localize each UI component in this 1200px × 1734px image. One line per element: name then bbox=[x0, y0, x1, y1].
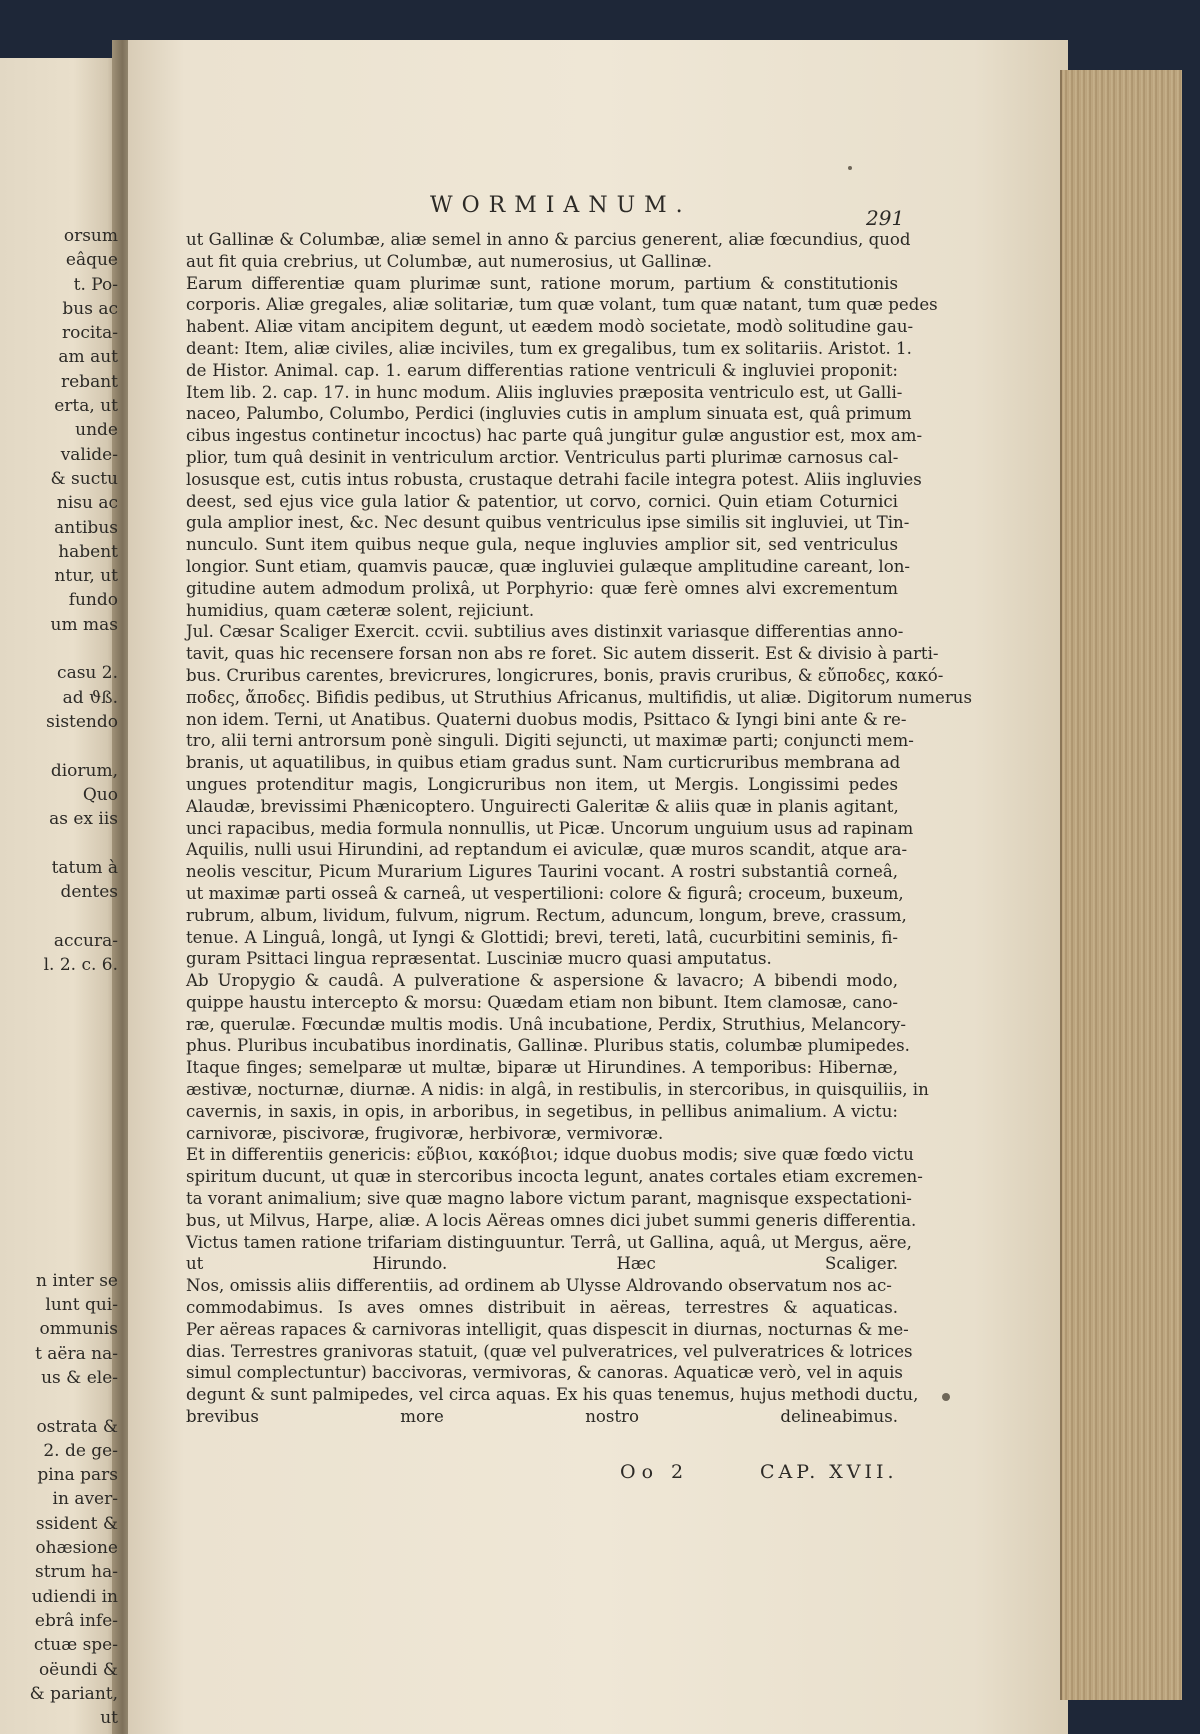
text-line: corporis. Aliæ gregales, aliæ solitariæ, tum quæ volant, tum quæ natant, tum quæ pedes bbox=[186, 295, 938, 315]
left-fragment bbox=[0, 1074, 118, 1098]
text-line: tavit, quas hic recensere forsan non abs re foret. Sic autem disserit. Est & divisio à parti- bbox=[186, 644, 939, 664]
text-line: Itaque finges; semelparæ ut multæ, biparæ ut Hirundines. A temporibus: Hibernæ, bbox=[186, 1058, 898, 1078]
left-fragment: am aut bbox=[58, 347, 118, 368]
left-fragment: valide- bbox=[60, 444, 118, 465]
left-fragment: pina pars bbox=[37, 1465, 118, 1486]
text-line: Earum differentiæ quam plurimæ sunt, ratione morum, partium & constitutionis bbox=[186, 273, 898, 293]
text-line: ut Gallinæ & Columbæ, aliæ semel in anno & parcius generent, aliæ fœcundius, quod bbox=[186, 230, 911, 249]
text-line: ποδες, ἄποδες. Bifidis pedibus, ut Struthius Africanus, multifidis, ut aliæ. Digitorum numerus bbox=[186, 687, 972, 707]
left-fragment: ntur, ut bbox=[54, 566, 118, 587]
text-line: cibus ingestus continetur incoctus) hac parte quâ jungitur gulæ angustior est, mox am- bbox=[186, 426, 923, 446]
page-number: 291 bbox=[866, 206, 905, 230]
page-edges bbox=[1062, 70, 1182, 1700]
left-fragment: diorum, bbox=[50, 760, 118, 781]
text-line: gitudine autem admodum prolixâ, ut Porphyrio: quæ ferè omnes alvi excrementum bbox=[186, 578, 898, 598]
text-line: Aquilis, nulli usui Hirundini, ad reptandum ei aviculæ, quæ muros scandit, atque ara- bbox=[186, 840, 908, 860]
left-fragment: nisu ac bbox=[56, 493, 118, 514]
left-fragment bbox=[0, 637, 118, 661]
left-fragment bbox=[0, 1147, 118, 1171]
left-fragment: ad ϑß. bbox=[62, 687, 118, 708]
left-fragment: ostrata & bbox=[36, 1416, 118, 1437]
text-line: unci rapacibus, media formula nonnullis, ut Picæ. Uncorum unguium usus ad rapinam bbox=[186, 818, 914, 838]
left-fragment bbox=[0, 1172, 118, 1196]
left-fragment bbox=[0, 1220, 118, 1244]
text-line: spiritum ducunt, ut quæ in stercoribus incocta legunt, anates cortales etiam excremen- bbox=[186, 1167, 923, 1187]
text-line: Alaudæ, brevissimi Phænicoptero. Unguirecti Galeritæ & aliis quæ in planis agitant, bbox=[186, 796, 899, 816]
text-line: de Histor. Animal. cap. 1. earum differentias ratione ventriculi & ingluviei proponit: bbox=[186, 360, 898, 380]
left-fragment: ut bbox=[100, 1708, 118, 1729]
text-line: bus. Cruribus carentes, brevicrures, longicrures, bonis, pravis cruribus, & εὔποδες, κακό- bbox=[186, 665, 944, 685]
left-fragment: habent bbox=[58, 541, 118, 562]
text-line: bus, ut Milvus, Harpe, aliæ. A locis Aëreas omnes dici jubet summi generis differentia. bbox=[186, 1210, 917, 1230]
text-line: ut maximæ parti osseâ & carneâ, ut vespertilioni: colore & figurâ; croceum, buxeum, bbox=[186, 883, 904, 903]
text-line: commodabimus. Is aves omnes distribuit in aëreas, terrestres & aquaticas. bbox=[186, 1298, 898, 1318]
left-fragment: sistendo bbox=[46, 711, 118, 732]
text-line: neolis vescitur, Picum Murarium Ligures Taurini vocant. A rostri substantiâ corneâ, bbox=[186, 862, 898, 882]
text-line: Et in differentiis genericis: εὔβιοι, κακόβιοι; idque duobus modis; sive quæ fœdo victu bbox=[186, 1145, 914, 1165]
left-fragment: t. Po- bbox=[73, 274, 118, 295]
left-fragment bbox=[0, 904, 118, 928]
left-fragment bbox=[0, 1002, 118, 1026]
catchword: CAP. XVII. bbox=[760, 1461, 898, 1483]
left-fragment bbox=[0, 1026, 118, 1050]
left-fragment: lunt qui- bbox=[45, 1295, 118, 1316]
left-fragment: oëundi & bbox=[38, 1659, 118, 1680]
left-fragment bbox=[0, 1123, 118, 1147]
left-fragment: um mas bbox=[50, 614, 118, 635]
text-line: cavernis, in saxis, in opis, in arboribus, in segetibus, in pellibus animalium. A victu: bbox=[186, 1101, 898, 1121]
left-fragment: ommunis bbox=[39, 1319, 118, 1340]
text-line: ungues protenditur magis, Longicruribus non item, ut Mergis. Longissimi pedes bbox=[186, 774, 898, 794]
text-line: Per aëreas rapaces & carnivoras intelligit, quas dispescit in diurnas, nocturnas & me- bbox=[186, 1319, 909, 1339]
left-fragment: l. 2. c. 6. bbox=[43, 954, 118, 975]
signature-mark: Oo 2 bbox=[620, 1461, 690, 1483]
text-line: guram Psittaci lingua repræsentat. Lusciniæ mucro quasi amputatus. bbox=[186, 949, 772, 969]
text-line: nunculo. Sunt item quibus neque gula, neque ingluvies amplior sit, sed ventriculus bbox=[186, 535, 898, 555]
left-fragment: erta, ut bbox=[54, 396, 118, 417]
left-fragment: casu 2. bbox=[57, 663, 118, 684]
left-fragment: ohæsione bbox=[35, 1538, 118, 1559]
left-fragment bbox=[0, 1196, 118, 1220]
text-line: dias. Terrestres granivoras statuit, (quæ vel pulveratrices, vel pulveratrices & lotrices bbox=[186, 1341, 913, 1361]
text-line: non idem. Terni, ut Anatibus. Quaterni duobus modis, Psittaco & Iyngi bini ante & re- bbox=[186, 709, 907, 729]
text-line: gula amplior inest, &c. Nec desunt quibus ventriculus ipse similis sit ingluviei, ut Tin- bbox=[186, 513, 910, 533]
running-head: WORMIANUM. bbox=[430, 193, 692, 218]
left-fragment bbox=[0, 977, 118, 1001]
text-line: tro, alii terni antrorsum ponè singuli. Digiti sejuncti, ut maximæ parti; conjuncti mem- bbox=[186, 731, 914, 751]
body-text bbox=[186, 229, 972, 1428]
left-fragment bbox=[0, 1050, 118, 1074]
left-fragment: 2. de ge- bbox=[43, 1440, 118, 1461]
left-fragment: ctuæ spe- bbox=[33, 1635, 118, 1656]
text-line: humidius, quam cæteræ solent, rejiciunt. bbox=[186, 600, 535, 620]
text-line: Ab Uropygio & caudâ. A pulveratione & aspersione & lavacro; A bibendi modo, bbox=[186, 971, 898, 991]
text-line: ræ, querulæ. Fœcundæ multis modis. Unâ incubatione, Perdix, Struthius, Melancory- bbox=[186, 1014, 906, 1034]
left-fragment: ssident & bbox=[35, 1513, 118, 1534]
left-page-text bbox=[0, 224, 118, 1730]
left-fragment: ebrâ infe- bbox=[34, 1610, 118, 1631]
left-fragment: dentes bbox=[60, 882, 118, 903]
left-fragment: n inter se bbox=[36, 1270, 118, 1291]
text-line: rubrum, album, lividum, fulvum, nigrum. Rectum, aduncum, longum, breve, crassum, bbox=[186, 905, 907, 925]
text-line: phus. Pluribus incubatibus inordinatis, Gallinæ. Pluribus statis, columbæ plumipedes. bbox=[186, 1036, 910, 1056]
text-line: deest, sed ejus vice gula latior & patentior, ut corvo, cornici. Quin etiam Coturnici bbox=[186, 491, 898, 511]
left-fragment: eâque bbox=[65, 250, 118, 271]
left-fragment: Quo bbox=[82, 784, 118, 805]
text-line: branis, ut aquatilibus, in quibus etiam gradus sunt. Nam curticruribus membrana ad bbox=[186, 753, 901, 773]
left-fragment: rocita- bbox=[61, 323, 118, 344]
left-fragment: unde bbox=[75, 420, 118, 441]
text-line: carnivoræ, piscivoræ, frugivoræ, herbivoræ, vermivoræ. bbox=[186, 1123, 664, 1143]
left-fragment: & pariant, bbox=[29, 1683, 118, 1704]
text-line: plior, tum quâ desinit in ventriculum arctior. Ventriculus parti plurimæ carnosus cal- bbox=[186, 447, 899, 467]
text-line: simul complectuntur) baccivoras, vermivoras, & canoras. Aquaticæ verò, vel in aquis bbox=[186, 1363, 903, 1383]
text-line: ut Hirundo. Hæc Scaliger. bbox=[186, 1254, 898, 1274]
left-fragment: antibus bbox=[54, 517, 118, 538]
left-fragment bbox=[0, 831, 118, 855]
ink-stain bbox=[848, 166, 852, 170]
left-fragment: as ex iis bbox=[49, 809, 118, 830]
text-line: tenue. A Linguâ, longâ, ut Iyngi & Glottidi; brevi, tereti, latâ, cucurbitini seminis, fi- bbox=[186, 927, 898, 947]
text-line: brevibus more nostro delineabimus. bbox=[186, 1407, 898, 1427]
text-line: naceo, Palumbo, Columbo, Perdici (ingluvies cutis in amplum sinuata est, quâ primum bbox=[186, 404, 912, 424]
left-fragment: orsum bbox=[63, 226, 118, 246]
left-fragment bbox=[0, 1244, 118, 1268]
text-line: losusque est, cutis intus robusta, crustaque detrahi facile integra potest. Aliis ingluvies bbox=[186, 469, 922, 489]
text-line: Jul. Cæsar Scaliger Exercit. ccvii. subtilius aves distinxit variasque differentias anno- bbox=[186, 622, 904, 642]
text-line: ta vorant animalium; sive quæ magno labore victum parant, magnisque exspectationi- bbox=[186, 1189, 912, 1209]
left-fragment: fundo bbox=[68, 590, 118, 611]
text-line: degunt & sunt palmipedes, vel circa aquas. Ex his quas tenemus, hujus methodi ductu, bbox=[186, 1385, 919, 1405]
left-fragment: tatum à bbox=[51, 857, 118, 878]
left-fragment: rebant bbox=[61, 371, 118, 392]
left-fragment: accura- bbox=[53, 930, 118, 951]
text-line: Nos, omissis aliis differentiis, ad ordinem ab Ulysse Aldrovando observatum nos ac- bbox=[186, 1276, 892, 1296]
left-fragment: bus ac bbox=[62, 298, 118, 319]
left-fragment: in aver- bbox=[52, 1489, 118, 1510]
text-line: Item lib. 2. cap. 17. in hunc modum. Aliis ingluvies præposita ventriculo est, ut Galli- bbox=[186, 382, 903, 402]
left-fragment bbox=[0, 734, 118, 758]
text-line: aut fit quia crebrius, ut Columbæ, aut numerosius, ut Gallinæ. bbox=[186, 251, 713, 271]
text-line: quippe haustu intercepto & morsu: Quædam etiam non bibunt. Item clamosæ, cano- bbox=[186, 992, 898, 1012]
text-line: æstivæ, nocturnæ, diurnæ. A nidis: in algâ, in restibulis, in stercoribus, in quisquiliis, in bbox=[186, 1080, 929, 1100]
left-fragment: us & ele- bbox=[41, 1367, 118, 1388]
text-line: longior. Sunt etiam, quamvis paucæ, quæ ingluviei gulæque amplitudine careant, lon- bbox=[186, 556, 911, 576]
text-line: habent. Aliæ vitam ancipitem degunt, ut eædem modò societate, modò solitudine gau- bbox=[186, 317, 914, 337]
left-fragment: & suctu bbox=[50, 468, 118, 489]
left-fragment: t aëra na- bbox=[35, 1343, 118, 1364]
left-fragment: udiendi in bbox=[31, 1586, 118, 1607]
text-line: Victus tamen ratione trifariam distinguuntur. Terrâ, ut Gallina, aquâ, ut Mergus, aëre, bbox=[186, 1232, 912, 1252]
text-line: deant: Item, aliæ civiles, aliæ inciviles, tum ex gregalibus, tum ex solitariis. Aristot. 1. bbox=[186, 338, 912, 358]
left-fragment bbox=[0, 1099, 118, 1123]
ink-stain bbox=[942, 1393, 950, 1401]
left-fragment bbox=[0, 1390, 118, 1414]
left-fragment: strum ha- bbox=[35, 1562, 118, 1583]
